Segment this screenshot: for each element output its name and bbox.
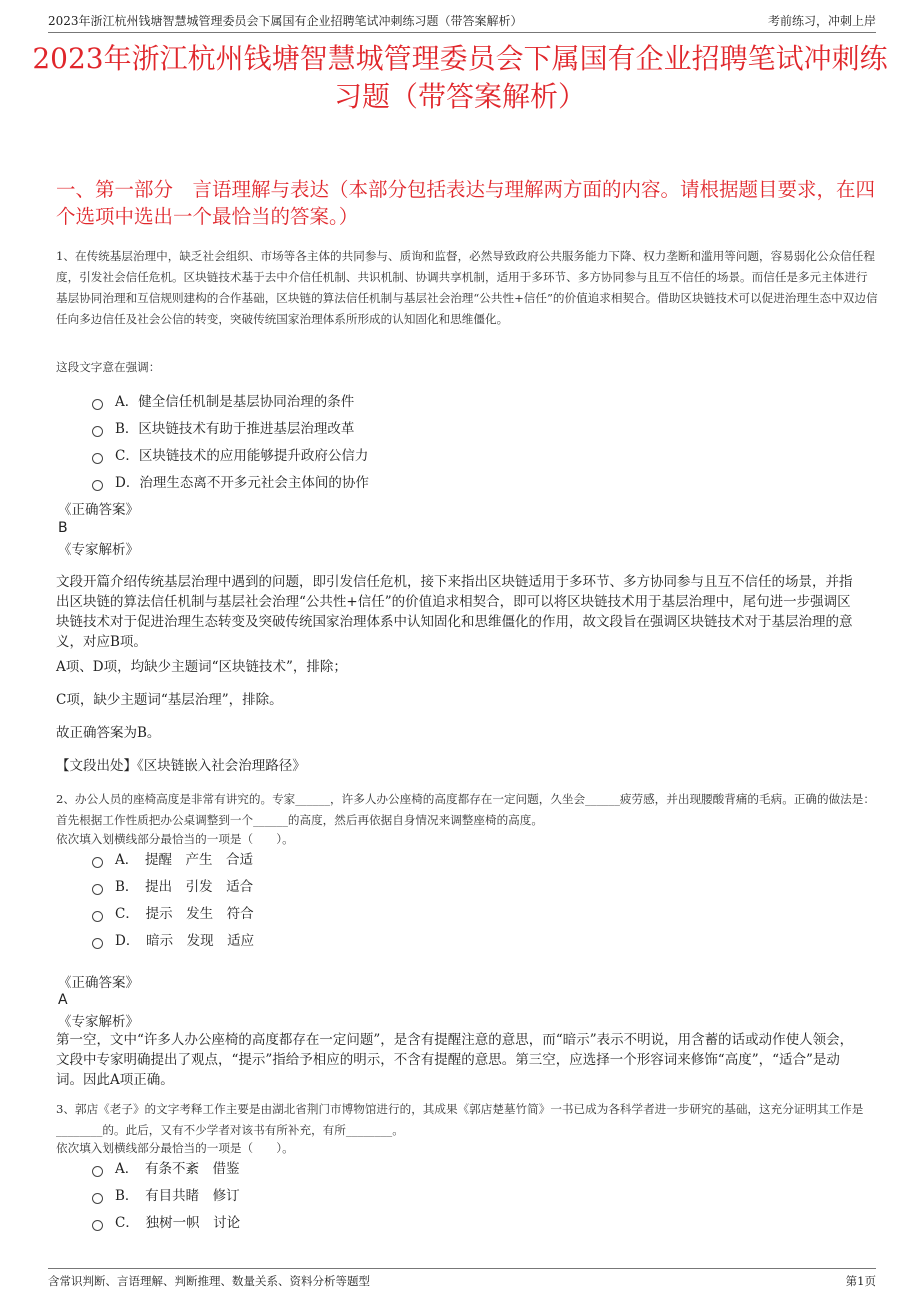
q2-option-d[interactable]: D． 暗示 发现 适应 [92, 931, 254, 951]
q1-source: 【文段出处】《区块链嵌入社会治理路径》 [56, 758, 306, 774]
q1-answer-label: 《正确答案》 [58, 502, 139, 518]
q1-analysis: 文段开篇介绍传统基层治理中遇到的问题，即引发信任危机，接下来指出区块链适用于多环节、多方协同参与且互不信任的场景，并指出区块链的算法信任机制与基层社会治理“公共性+信任”的价值追求相契合，即可以将区块链技术用于基层治理中，尾句进一步强调区块链技术对于促进治理生态转变及突破传统国家治理体系中认知固化和思维僵化的作用，故文段旨在强调区块链技术对于基层治理的意义，对应B项。 [56, 574, 853, 650]
q2-answer-label: 《正确答案》 [58, 975, 139, 991]
page-title: 2023年浙江杭州钱塘智慧城管理委员会下属国有企业招聘笔试冲刺练习题（带答案解析） [32, 42, 888, 113]
q2-prompt: 依次填入划横线部分最恰当的一项是（ ）。 [56, 832, 294, 846]
radio-icon[interactable] [92, 399, 103, 410]
q2-option-b[interactable]: B． 提出 引发 适合 [92, 877, 253, 897]
q3-option-a[interactable]: A． 有条不紊 借鉴 [92, 1159, 240, 1179]
q3-option-b[interactable]: B． 有目共睹 修订 [92, 1186, 240, 1206]
header-doc-title: 2023年浙江杭州钱塘智慧城管理委员会下属国有企业招聘笔试冲刺练习题（带答案解析） [48, 14, 523, 28]
q3-prompt: 依次填入划横线部分最恰当的一项是（ ）。 [56, 1141, 294, 1155]
q3-text: 3、郭店《老子》的文字考释工作主要是由湖北省荆门市博物馆进行的，其成果《郭店楚墓竹简》一书已成为各科学者进一步研究的基础，这充分证明其工作是________的。此后，又有不少学者对该书有所补充，有所________。 [56, 1102, 864, 1137]
q1-answer: B [58, 520, 68, 536]
q1-option-b[interactable]: B．区块链技术有助于推进基层治理改革 [92, 419, 354, 439]
radio-icon[interactable] [92, 1220, 103, 1231]
q2-option-c[interactable]: C． 提示 发生 符合 [92, 904, 254, 924]
q1-option-d[interactable]: D．治理生态离不开多元社会主体间的协作 [92, 473, 369, 493]
q1-text: 1、在传统基层治理中，缺乏社会组织、市场等各主体的共同参与、质询和监督，必然导致政府公共服务能力下降、权力垄断和滥用等问题，容易弱化公众信任程度，引发社会信任危机。区块链技术基于去中介信任机制、共识机制、协调共享机制，适用于多环节、多方协同参与且互不信任的场景。而信任是多元主体进行基层协同治理和互信规则建构的合作基础，区块链的算法信任机制与基层社会治理“公共性+信任”的价值追求相契合。借助区块链技术可以促进治理生态中双边信任向多边信任及社会公信的转变，突破传统国家治理体系所形成的认知固化和思维僵化。 [56, 249, 878, 326]
q3-option-c[interactable]: C． 独树一帜 讨论 [92, 1213, 240, 1233]
page-number: 第1页 [845, 1274, 876, 1288]
radio-icon[interactable] [92, 938, 103, 949]
q1-option-c[interactable]: C．区块链技术的应用能够提升政府公信力 [92, 446, 368, 466]
q1-analysis-label: 《专家解析》 [58, 542, 139, 558]
q1-note-1: A项、D项，均缺少主题词“区块链技术”，排除； [56, 659, 347, 675]
radio-icon[interactable] [92, 426, 103, 437]
radio-icon[interactable] [92, 1193, 103, 1204]
q1-note-2: C项，缺少主题词“基层治理”，排除。 [56, 692, 283, 708]
q2-answer: A [58, 992, 68, 1008]
q2-analysis-label: 《专家解析》 [58, 1014, 139, 1030]
q2-text: 2、办公人员的座椅高度是非常有讲究的。专家______，许多人办公座椅的高度都存在一定问题，久坐会______疲劳感，并出现腰酸背痛的毛病。正确的做法是：首先根据工作性质把办公桌调整到一个______的高度，然后再依据自身情况来调整座椅的高度。 [56, 792, 875, 827]
radio-icon[interactable] [92, 857, 103, 868]
radio-icon[interactable] [92, 884, 103, 895]
radio-icon[interactable] [92, 911, 103, 922]
footer-note: 含常识判断、言语理解、判断推理、数量关系、资料分析等题型 [48, 1274, 370, 1288]
radio-icon[interactable] [92, 480, 103, 491]
page-footer [48, 1268, 876, 1291]
q1-prompt: 这段文字意在强调： [56, 360, 161, 374]
q2-option-a[interactable]: A． 提醒 产生 合适 [92, 850, 253, 870]
q2-analysis: 第一空，文中“许多人办公座椅的高度都存在一定问题”，是含有提醒注意的意思，而“暗示”表示不明说，用含蓄的话或动作使人领会，文段中专家明确提出了观点，“提示”指给予相应的明示，不含有提醒的意思。第三空，应选择一个形容词来修饰“高度”，“适合”是动词。因此A项正确。 [56, 1032, 854, 1088]
section-heading: 一、第一部分 言语理解与表达（本部分包括表达与理解两方面的内容。请根据题目要求，在四个选项中选出一个最恰当的答案。） [56, 178, 876, 228]
page-header [48, 10, 876, 33]
header-slogan: 考前练习，冲刺上岸 [767, 14, 876, 28]
q1-note-3: 故正确答案为B。 [56, 725, 161, 741]
q1-option-a[interactable]: A．健全信任机制是基层协同治理的条件 [92, 392, 354, 412]
radio-icon[interactable] [92, 1166, 103, 1177]
radio-icon[interactable] [92, 453, 103, 464]
